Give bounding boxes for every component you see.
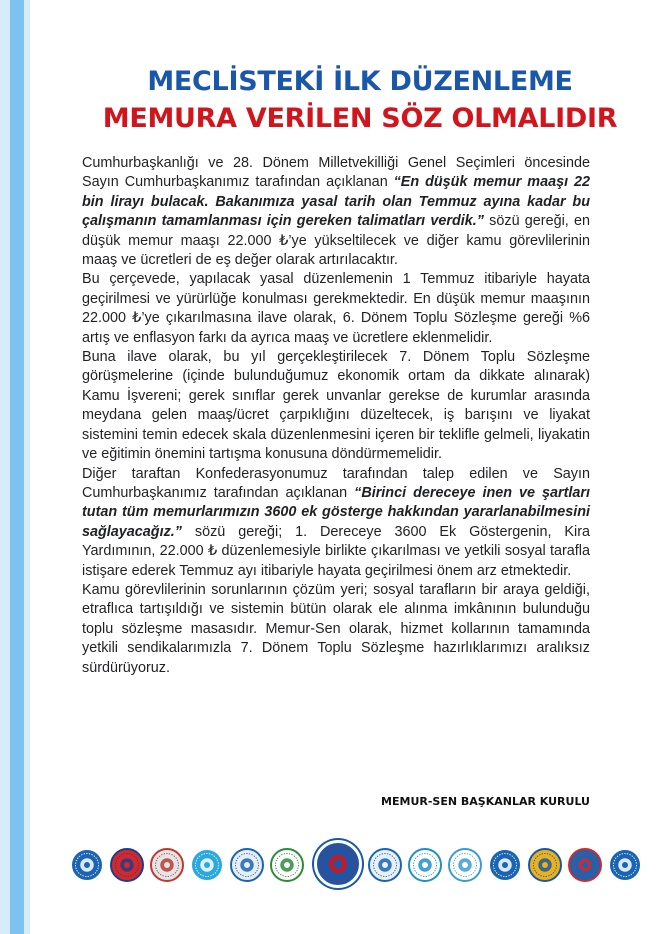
paragraph-4 [82,465,590,581]
union-logo-6 [270,848,304,882]
union-logo-10 [448,848,482,882]
paragraph-4-intro: Diğer taraftan Konfederasyonumuz tarafından talep edilen ve Sayın Cumhurbaşkanımız tarafından açıklanan [82,465,590,501]
memur-sen-logo [314,840,362,888]
union-logo-13 [568,848,602,882]
union-logo-3 [150,848,184,882]
paragraph-5: Kamu görevlilerinin sorunlarının çözüm yeri; sosyal tarafların bir araya geldiği, etraflıca tartışıldığı ve sistemin bütün olarak ele alınma imkânının bulunduğu toplu sözleşme masasıdır. Memur-Sen olarak, hizmet kollarının tamamında yetkili sendikalarımızla 7. Dönem Toplu Sözleşme hazırlıklarımızı aralıksız sürdürüyoruz. [82,581,590,676]
paragraph-4-quote: “Birinci dereceye inen ve şartları tutan tüm memurlarımızın 3600 ek gösterge hakkından yararlanabilmesini sağlayacağız.” [82,484,591,540]
union-logo-14 [608,848,642,882]
member-union-logos [70,840,606,888]
paragraph-1-quote: “En düşük memur maaşı 22 bin lirayı bulacak. Bakanımıza yasal tarih olan Temmuz ayına kadar bu çalışmanın tamamlanması için gereken talimatları verdik.” [82,174,590,230]
union-logo-12 [528,848,562,882]
paragraph-1 [82,154,590,270]
paragraph-4-outro: sözü gereği; 1. Dereceye 3600 Ek Göstergenin, Kira Yardımının, 22.000 ₺ düzenlemesiyle birlikte çıkarılması ve yetkili sosyal tarafla istişare ederek Temmuz ayı itibariyle hayata geçirilmesi önem arz etmektedir. [82,523,590,579]
headline-line-1: MECLİSTEKİ İLK DÜZENLEME [147,66,573,97]
union-logo-1 [70,848,104,882]
signature: MEMUR-SEN BAŞKANLAR KURULU [381,795,590,808]
statement-body [82,154,590,678]
union-logo-8 [368,848,402,882]
paragraph-1-outro: sözü gereği, en düşük memur maaşı 22.000 ₺’ye yükseltilecek ve diğer kamu görevlilerinin maaş ve ücretleri de eş değer olarak artırılacaktır. [82,213,590,269]
paragraph-3: Buna ilave olarak, bu yıl gerçekleştirilecek 7. Dönem Toplu Sözleşme görüşmelerine (içinde bulunduğumuz ekonomik ortam da dikkate alınarak) Kamu İşvereni; gerek sınıflar gerek unvanlar gerekse de kurumlar arasında meydana gelen maaş/ücret çarpıklığını düzeltecek, iş barışını ve liyakat sistemini temin edecek skala düzenlenmesini içeren bir teklifle gelmeli, liyakatin ve eğitimin önemini tartışma konusuna döndürmemelidir. [82,349,590,463]
headline-line-2: MEMURA VERİLEN SÖZ OLMALIDIR [102,103,618,134]
paragraph-2: Bu çerçevede, yapılacak yasal düzenlemenin 1 Temmuz itibariyle hayata geçirilmesi ve yürürlüğe konulması gerekmektedir. En düşük memur maaşının 22.000 ₺’ye çıkarılmasına ilave olarak, 6. Dönem Toplu Sözleşme gereği %6 artış ve enflasyon farkı da ayrıca maaş ve ücretlere eklenmelidir. [82,271,590,346]
union-logo-11 [488,848,522,882]
union-logo-9 [408,848,442,882]
union-logo-4 [190,848,224,882]
left-accent-stripe [10,0,24,934]
union-logo-5 [230,848,264,882]
paragraph-1-intro: Cumhurbaşkanlığı ve 28. Dönem Milletvekilliği Genel Seçimleri öncesinde Sayın Cumhurbaşkanımız tarafından açıklanan [82,155,590,191]
union-logo-2 [110,848,144,882]
